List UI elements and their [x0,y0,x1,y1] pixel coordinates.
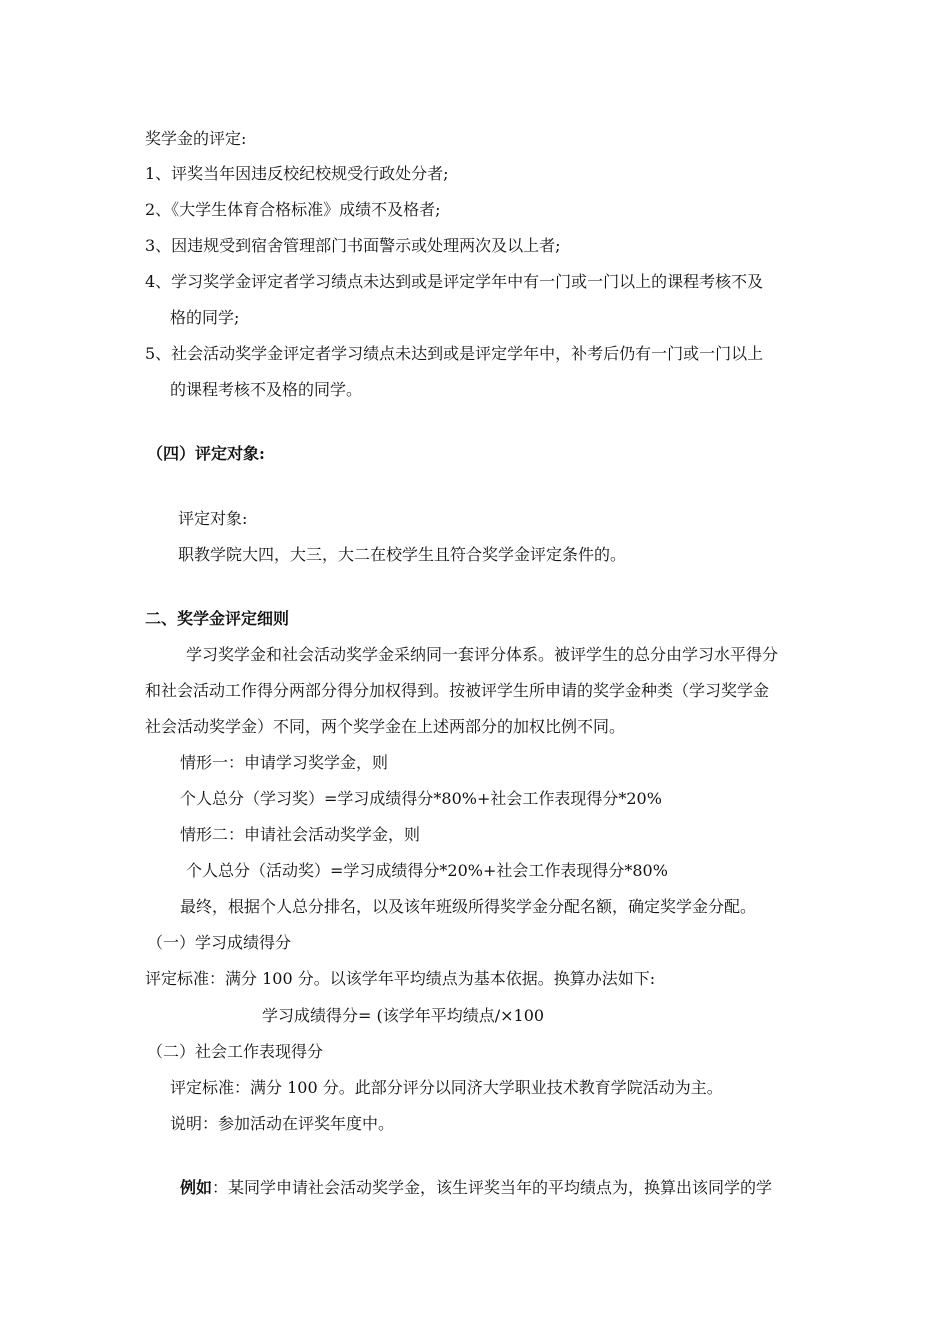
formula-2: 个人总分（活动奖）=学习成绩得分*20%+社会工作表现得分*80% [186,861,668,880]
rule-item-2: 2、《大学生体育合格标准》成绩不及格者; [145,200,441,219]
subsection-1-standard: 评定标准：满分 100 分。以该学年平均绩点为基本依据。换算办法如下: [145,969,656,988]
target-text: 职教学院大四，大三，大二在校学生且符合奖学金评定条件的。 [178,545,627,564]
rule-item-4-cont: 格的同学; [170,308,240,327]
case-2: 情形二：申请社会活动奖学金，则 [180,825,421,844]
formula-1: 个人总分（学习奖）=学习成绩得分*80%+社会工作表现得分*20% [180,789,662,808]
case-1: 情形一：申请学习奖学金，则 [180,753,389,772]
heading-scholarship-eval: 奖学金的评定: [145,129,247,148]
final-text: 最终，根据个人总分排名，以及该年班级所得奖学金分配名额，确定奖学金分配。 [180,897,757,916]
intro-line-1: 学习奖学金和社会活动奖学金采纳同一套评分体系。被评学生的总分由学习水平得分 [186,645,779,664]
rule-item-5: 5、社会活动奖学金评定者学习绩点未达到或是评定学年中，补考后仍有一门或一门以上 [145,344,764,363]
intro-line-3: 社会活动奖学金）不同，两个奖学金在上述两部分的加权比例不同。 [145,717,626,736]
intro-line-2: 和社会活动工作得分两部分得分加权得到。按被评学生所申请的奖学金种类（学习奖学金 [145,681,770,700]
section-4-title: （四）评定对象: [147,444,265,463]
example-label: 例如 [180,1178,213,1197]
subsection-1-title: （一）学习成绩得分 [147,933,292,952]
rule-item-3: 3、因违规受到宿舍管理部门书面警示或处理两次及以上者; [145,236,561,255]
example-paragraph [180,1178,772,1198]
subsection-2-standard: 评定标准：满分 100 分。此部分评分以同济大学职业技术教育学院活动为主。 [170,1078,723,1097]
rule-item-1: 1、评奖当年因违反校纪校规受行政处分者; [145,164,449,183]
section-2-title: 二、奖学金评定细则 [145,609,290,628]
subsection-2-note: 说明：参加活动在评奖年度中。 [170,1114,395,1133]
rule-item-4: 4、学习奖学金评定者学习绩点未达到或是评定学年中有一门或一门以上的课程考核不及 [145,272,764,291]
target-label: 评定对象: [178,509,248,528]
subsection-1-formula: 学习成绩得分= (该学年平均绩点/×100 [262,1006,545,1025]
rule-item-5-cont: 的课程考核不及格的同学。 [170,380,363,399]
example-text: ：某同学申请社会活动奖学金，该生评奖当年的平均绩点为，换算出该同学的学 [212,1178,773,1197]
subsection-2-title: （二）社会工作表现得分 [147,1042,324,1061]
